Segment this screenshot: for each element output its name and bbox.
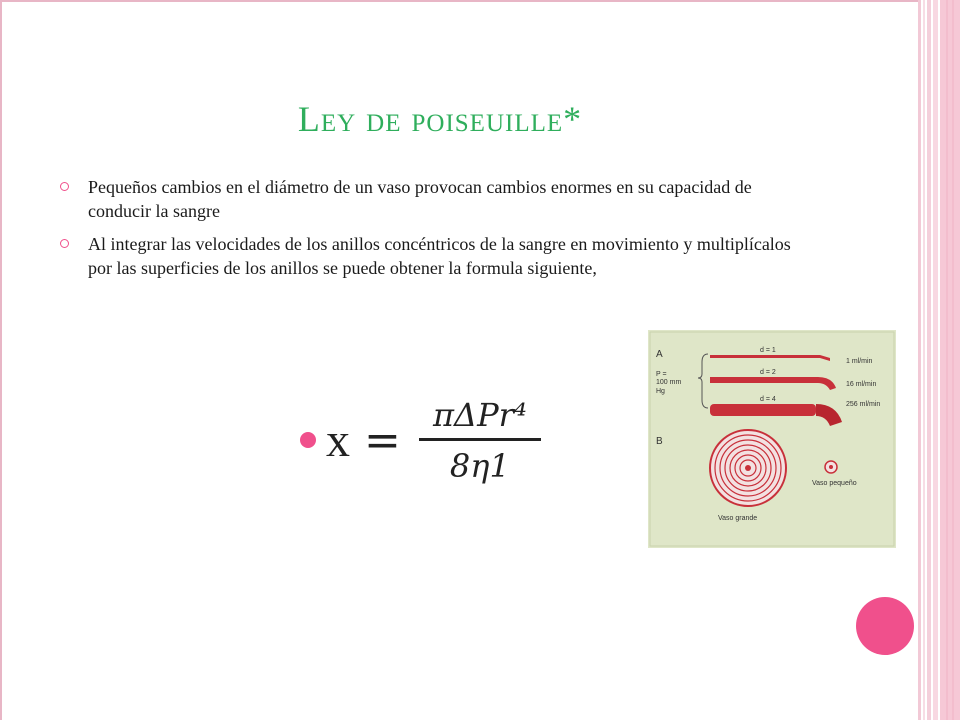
- panel-b-label: B: [656, 436, 663, 447]
- vessel-2-diameter: d = 2: [760, 369, 776, 376]
- large-vessel-label: Vaso grande: [718, 515, 758, 522]
- bullet-circle-icon: [60, 239, 69, 248]
- formula-fraction: [419, 396, 541, 485]
- bullet-item: [58, 232, 818, 281]
- vessel-3-diameter: d = 4: [760, 396, 776, 403]
- poiseuille-formula: [300, 385, 541, 495]
- vessel-1-flow: 1 ml/min: [846, 358, 873, 365]
- bullet-item: [58, 175, 818, 224]
- pressure-label-line2: 100 mm: [656, 379, 682, 386]
- large-vessel-rings: [710, 430, 786, 506]
- decorative-stripe: [952, 0, 954, 720]
- decorative-stripe: [933, 0, 938, 720]
- decorative-stripe: [940, 0, 960, 720]
- decorative-stripe: [946, 0, 948, 720]
- vessel-diagram: [648, 330, 896, 548]
- formula-lhs: x: [326, 413, 350, 467]
- vessel-3-flow: 256 ml/min: [846, 401, 881, 408]
- bullet-text: Pequeños cambios en el diámetro de un vaso provocan cambios enormes en su capacidad de conducir la sangre: [88, 177, 752, 222]
- vessel-1-diameter: d = 1: [760, 347, 776, 354]
- decorative-stripe: [927, 0, 931, 720]
- small-vessel-rings: [825, 461, 837, 473]
- pressure-label-line3: Hg: [656, 388, 665, 395]
- bullet-list: [58, 175, 818, 288]
- bullet-text: Al integrar las velocidades de los anillos concéntricos de la sangre en movimiento y multiplícalos por las superficies de los anillos se puede obtener la formula siguiente,: [88, 233, 791, 278]
- formula-bullet-icon: [300, 432, 316, 448]
- vessel-diameter-figure: [648, 330, 896, 548]
- small-vessel-label: Vaso pequeño: [812, 480, 857, 487]
- frame-top-border: [0, 0, 920, 2]
- decorative-pink-circle: [856, 597, 914, 655]
- decorative-stripe: [918, 0, 921, 720]
- pressure-label-line1: P =: [656, 371, 667, 378]
- formula-denominator: 8η1: [449, 446, 510, 485]
- formula-equals: =: [364, 414, 401, 466]
- vessel-2-flow: 16 ml/min: [846, 381, 877, 388]
- decorative-stripe: [923, 0, 925, 720]
- slide-title: Ley de poiseuille*: [297, 99, 583, 139]
- formula-numerator: πΔPr⁴: [432, 395, 527, 434]
- panel-a-label: A: [656, 349, 663, 360]
- bullet-circle-icon: [60, 182, 69, 191]
